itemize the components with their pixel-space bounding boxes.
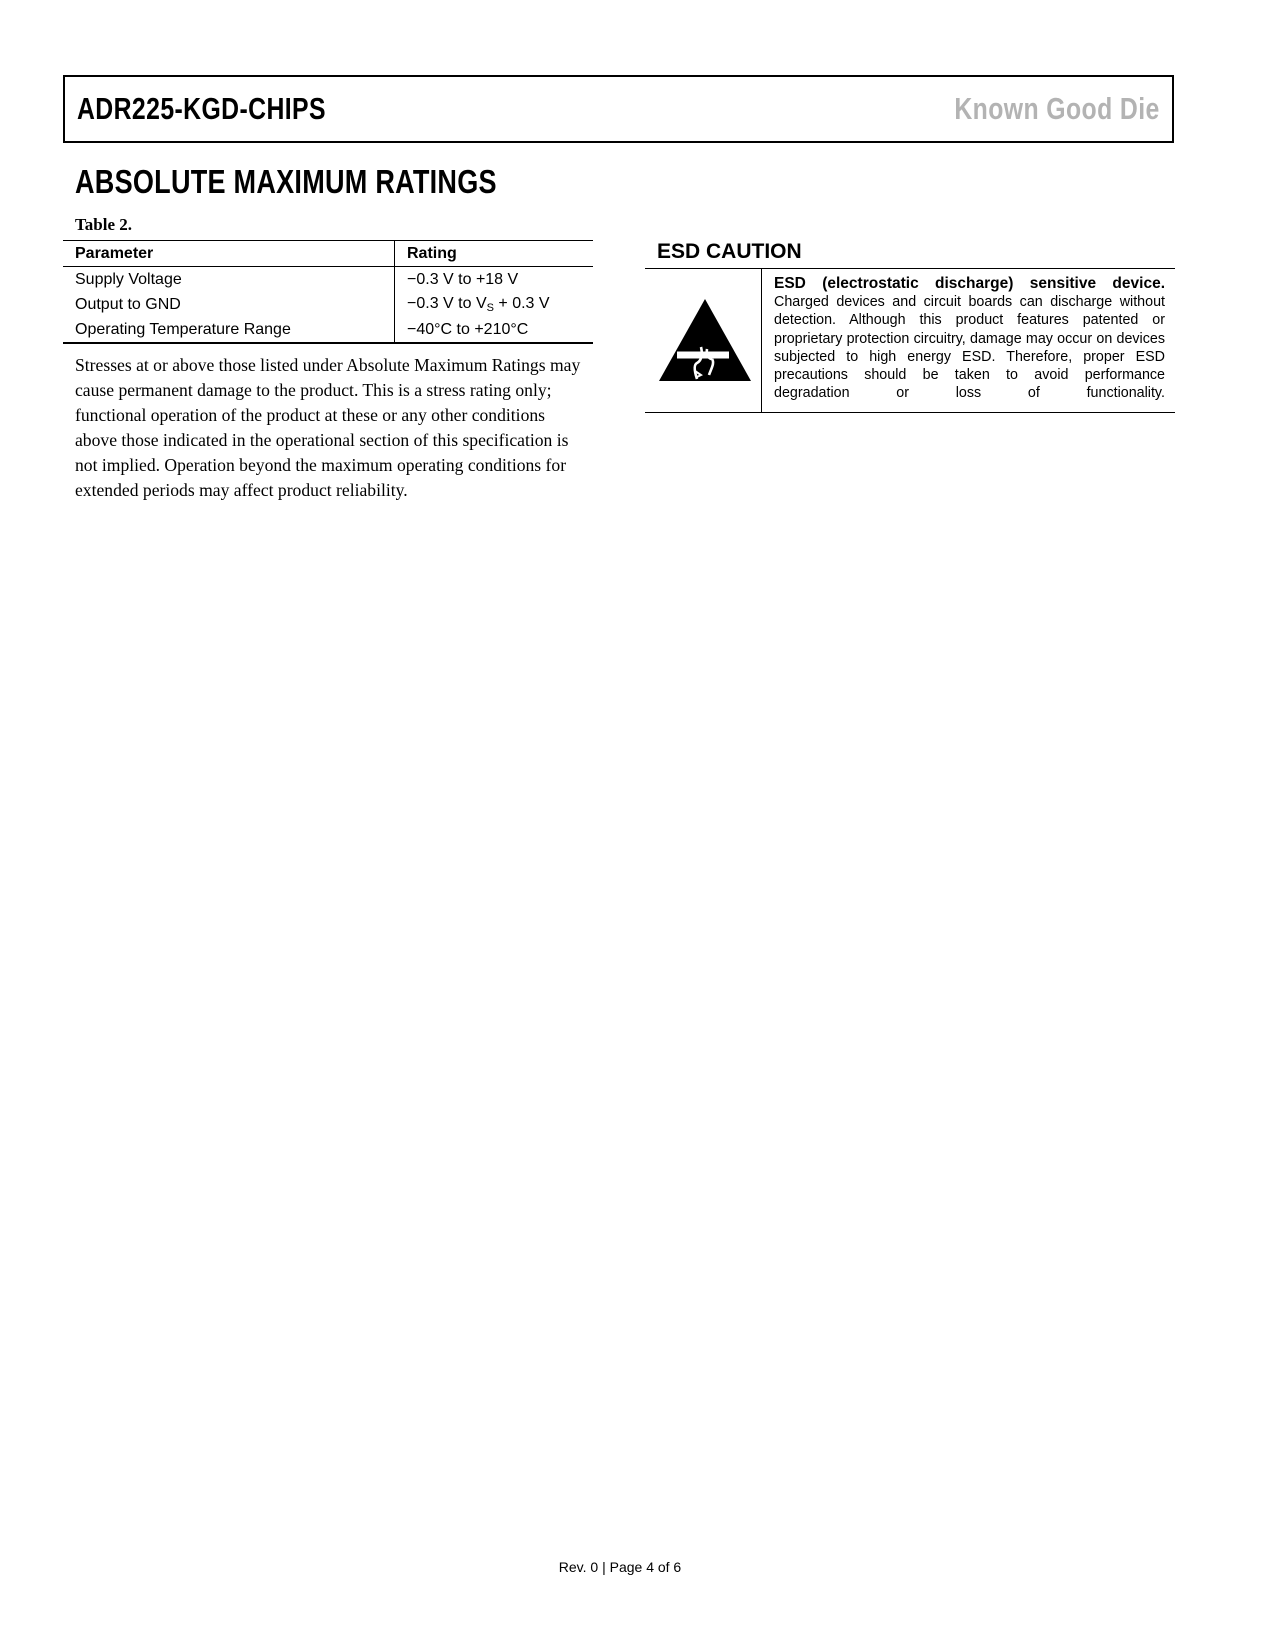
page-header bbox=[63, 75, 1174, 143]
rating-cell bbox=[395, 292, 594, 317]
stress-note: Stresses at or above those listed under Absolute Maximum Ratings may cause permanent damage to the product. This is a stress rating only; functional operation of the product at these or any other conditions above those indicated in the operational section of this specification is not implied. Operation beyond the maximum operating conditions for extended periods may affect product reliability. bbox=[75, 355, 581, 501]
esd-body: Charged devices and circuit boards can discharge without detection. Although this product features patented or proprietary protection circuitry, damage may occur on devices subjected to high energy ESD. Therefore, proper ESD precautions should be taken to avoid performance degradation or loss of functionality. bbox=[774, 294, 1165, 402]
ratings-table bbox=[63, 240, 593, 344]
parameter-cell: Operating Temperature Range bbox=[63, 317, 395, 343]
column-header-rating: Rating bbox=[395, 241, 594, 267]
rating-subscript: S bbox=[486, 302, 494, 314]
table-row bbox=[63, 317, 593, 343]
parameter-cell: Output to GND bbox=[75, 295, 181, 313]
esd-caution-text bbox=[774, 275, 1165, 402]
part-number: ADR225-KGD-CHIPS bbox=[77, 91, 326, 126]
section-title: ABSOLUTE MAXIMUM RATINGS bbox=[75, 163, 497, 200]
column-header-parameter: Parameter bbox=[63, 241, 395, 267]
esd-caution-box bbox=[645, 268, 1175, 413]
page-footer: Rev. 0 | Page 4 of 6 bbox=[558, 1559, 682, 1575]
esd-divider bbox=[761, 269, 762, 412]
table-row bbox=[63, 267, 593, 293]
rating-cell: −40°C to +210°C bbox=[395, 317, 594, 343]
table-header-row bbox=[63, 241, 593, 267]
parameter-cell: Supply Voltage bbox=[75, 270, 182, 288]
table-row bbox=[63, 292, 593, 317]
table-caption: Table 2. bbox=[75, 215, 133, 234]
header-tagline: Known Good Die bbox=[954, 91, 1160, 126]
rating-cell: −0.3 V to +18 V bbox=[395, 267, 594, 293]
esd-caution-title: ESD CAUTION bbox=[657, 240, 802, 263]
rating-text-pre: −0.3 V to V bbox=[407, 295, 487, 312]
esd-lead: ESD (electrostatic discharge) sensitive device. bbox=[774, 275, 1165, 292]
esd-warning-icon bbox=[657, 297, 753, 383]
rating-text-post: + 0.3 V bbox=[493, 295, 550, 312]
